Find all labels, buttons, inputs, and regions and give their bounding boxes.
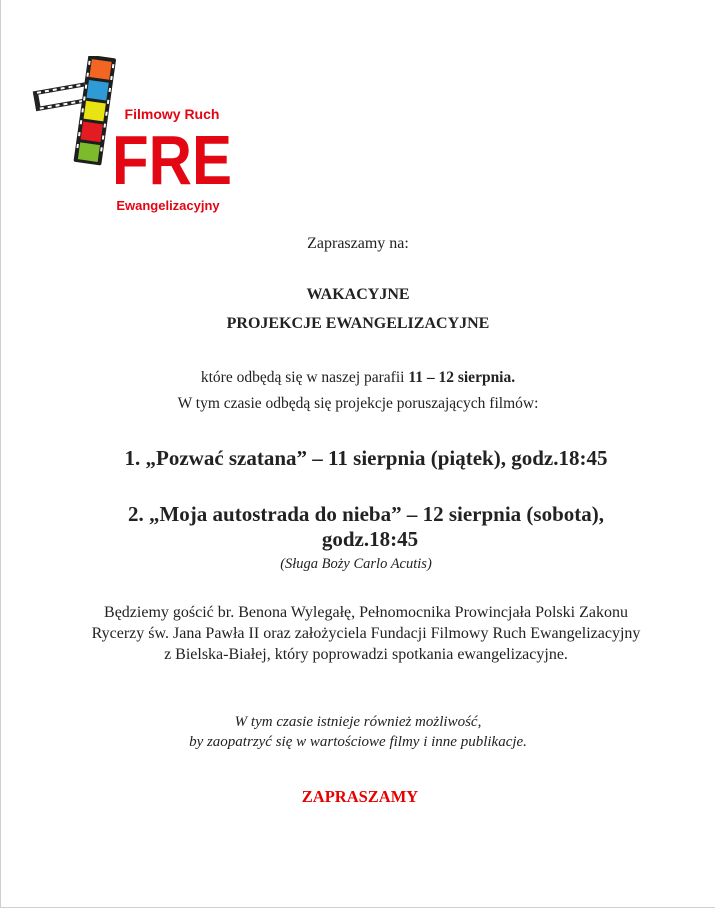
logo-bottom-text: Ewangelizacyjny — [116, 198, 220, 213]
closing-invitation: ZAPRASZAMY — [301, 787, 419, 806]
heading-line-2: PROJEKCJE EWANGELIZACYJNE — [226, 315, 490, 332]
offer-line-1: W tym czasie istnieje również możliwość, — [234, 714, 482, 730]
fre-logo — [32, 56, 238, 216]
heading-line-1: WAKACYJNE — [306, 286, 410, 303]
info-line-1 — [0, 369, 716, 387]
film-note: (Sługa Boży Carlo Acutis) — [280, 556, 432, 572]
film-2-line-2: godz.18:45 — [321, 527, 419, 551]
info-line-1-text: które odbędą się w naszej parafii — [200, 369, 409, 386]
film-2-line-1: 2. „Moja autostrada do nieba” – 12 sierpnia (sobota), — [127, 502, 605, 526]
info-dates: 11 – 12 sierpnia. — [408, 369, 516, 386]
logo-big-text: FRE — [112, 121, 232, 199]
film-cross-icon — [32, 56, 238, 216]
info-line-2: W tym czasie odbędą się projekcje poruszających filmów: — [177, 395, 539, 412]
offer-line-2: by zaopatrzyć się w wartościowe filmy i inne publikacje. — [189, 734, 527, 750]
film-strip-vertical — [73, 56, 116, 165]
intro-text: Zapraszamy na: — [307, 235, 409, 252]
film-1: 1. „Pozwać szatana” – 11 sierpnia (piątek), godz.18:45 — [124, 446, 608, 470]
guest-paragraph: Będziemy gościć br. Benona Wylegałę, Pełnomocnika Prowincjała Polski Zakonu Rycerzy św. Jana Pawła II oraz założyciela Fundacji Filmowy Ruch Ewangelizacyjny z Bielska-Białej, który poprowadzi spotkania ewangelizacyjne. — [91, 604, 641, 663]
logo-top-text: Filmowy Ruch — [124, 106, 220, 122]
